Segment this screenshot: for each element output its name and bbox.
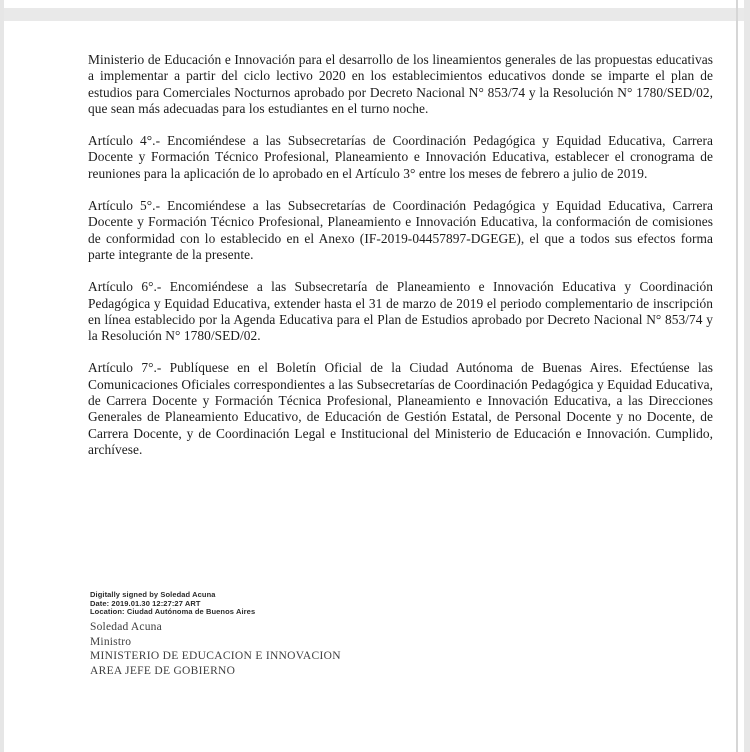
digital-signature-stamp [90, 591, 255, 617]
document-body [88, 52, 713, 474]
stamp-location-line: Location: Ciudad Autónoma de Buenos Aires [90, 607, 256, 617]
paragraph-intro-continuation: Ministerio de Educación e Innovación para el desarrollo de los lineamientos generales de las propuestas educativas a implementar a partir del ciclo lectivo 2020 en los establecimientos educativos donde se imparte el plan de estudios para Comerciales Nocturnos aprobado por Decreto Nacional N° 853/74 y la Resolución N° 1780/SED/02, que sean más adecuadas para los estudiantes en el turno noche. [88, 52, 713, 116]
signer-organization: MINISTERIO DE EDUCACION E INNOVACION [90, 650, 341, 663]
signer-name: Soledad Acuna [90, 621, 162, 633]
signer-title: Ministro [90, 635, 132, 648]
signer-block [90, 620, 341, 678]
paragraph-articulo-7: Artículo 7°.- Publíquese en el Boletín Oficial de la Ciudad Autónoma de Buenas Aires. Efectúense las Comunicaciones Oficiales correspondientes a las Subsecretarías de Coordinación Pedagógica y Equidad Educativa, de Carrera Docente y Formación Técnica Profesional, Planeamiento e Innovación Educativa, a las Direcciones Generales de Planeamiento Educativo, de Educación de Gestión Estatal, de Personal Docente y no Docente, de Carrera Docente, y de Coordinación Legal e Institucional del Ministerio de Educación e Innovación. Cumplido, archívese. [88, 360, 713, 457]
page-border-right [736, 0, 738, 752]
stamp-signed-by-line: Digitally signed by Soledad Acuna [90, 590, 216, 599]
paragraph-articulo-4: Artículo 4°.- Encomiéndese a las Subsecretarías de Coordinación Pedagógica y Equidad Educativa, Carrera Docente y Formación Técnico Profesional, Planeamiento e Innovación Educativa, establecer el cronograma de reuniones para la aplicación de lo aprobado en el Artículo 3° entre los meses de febrero a julio de 2019. [88, 133, 713, 181]
signer-area: AREA JEFE DE GOBIERNO [90, 664, 236, 677]
viewer-page-gap-band [0, 8, 750, 21]
paragraph-articulo-5: Artículo 5°.- Encomiéndese a las Subsecretarías de Coordinación Pedagógica y Equidad Educativa, Carrera Docente y Formación Técnico Profesional, Planeamiento e Innovación Educativa, la conformación de comisiones de conformidad con lo establecido en el Anexo (IF-2019-04457897-DGEGE), el que a todos sus efectos forma parte integrante de la presente. [88, 198, 713, 262]
paragraph-articulo-6: Artículo 6°.- Encomiéndese a las Subsecretaría de Planeamiento e Innovación Educativa y Coordinación Pedagógica y Equidad Educativa, extender hasta el 31 de marzo de 2019 el periodo complementario de inscripción en línea establecido por la Agenda Educativa para el Plan de Estudios aprobado por Decreto Nacional N° 853/74 y la Resolución N° 1780/SED/02. [88, 279, 713, 344]
viewer-margin-right [744, 0, 750, 752]
stamp-date-line: Date: 2019.01.30 12:27:27 ART [90, 598, 201, 608]
page-edge-left [0, 0, 4, 752]
